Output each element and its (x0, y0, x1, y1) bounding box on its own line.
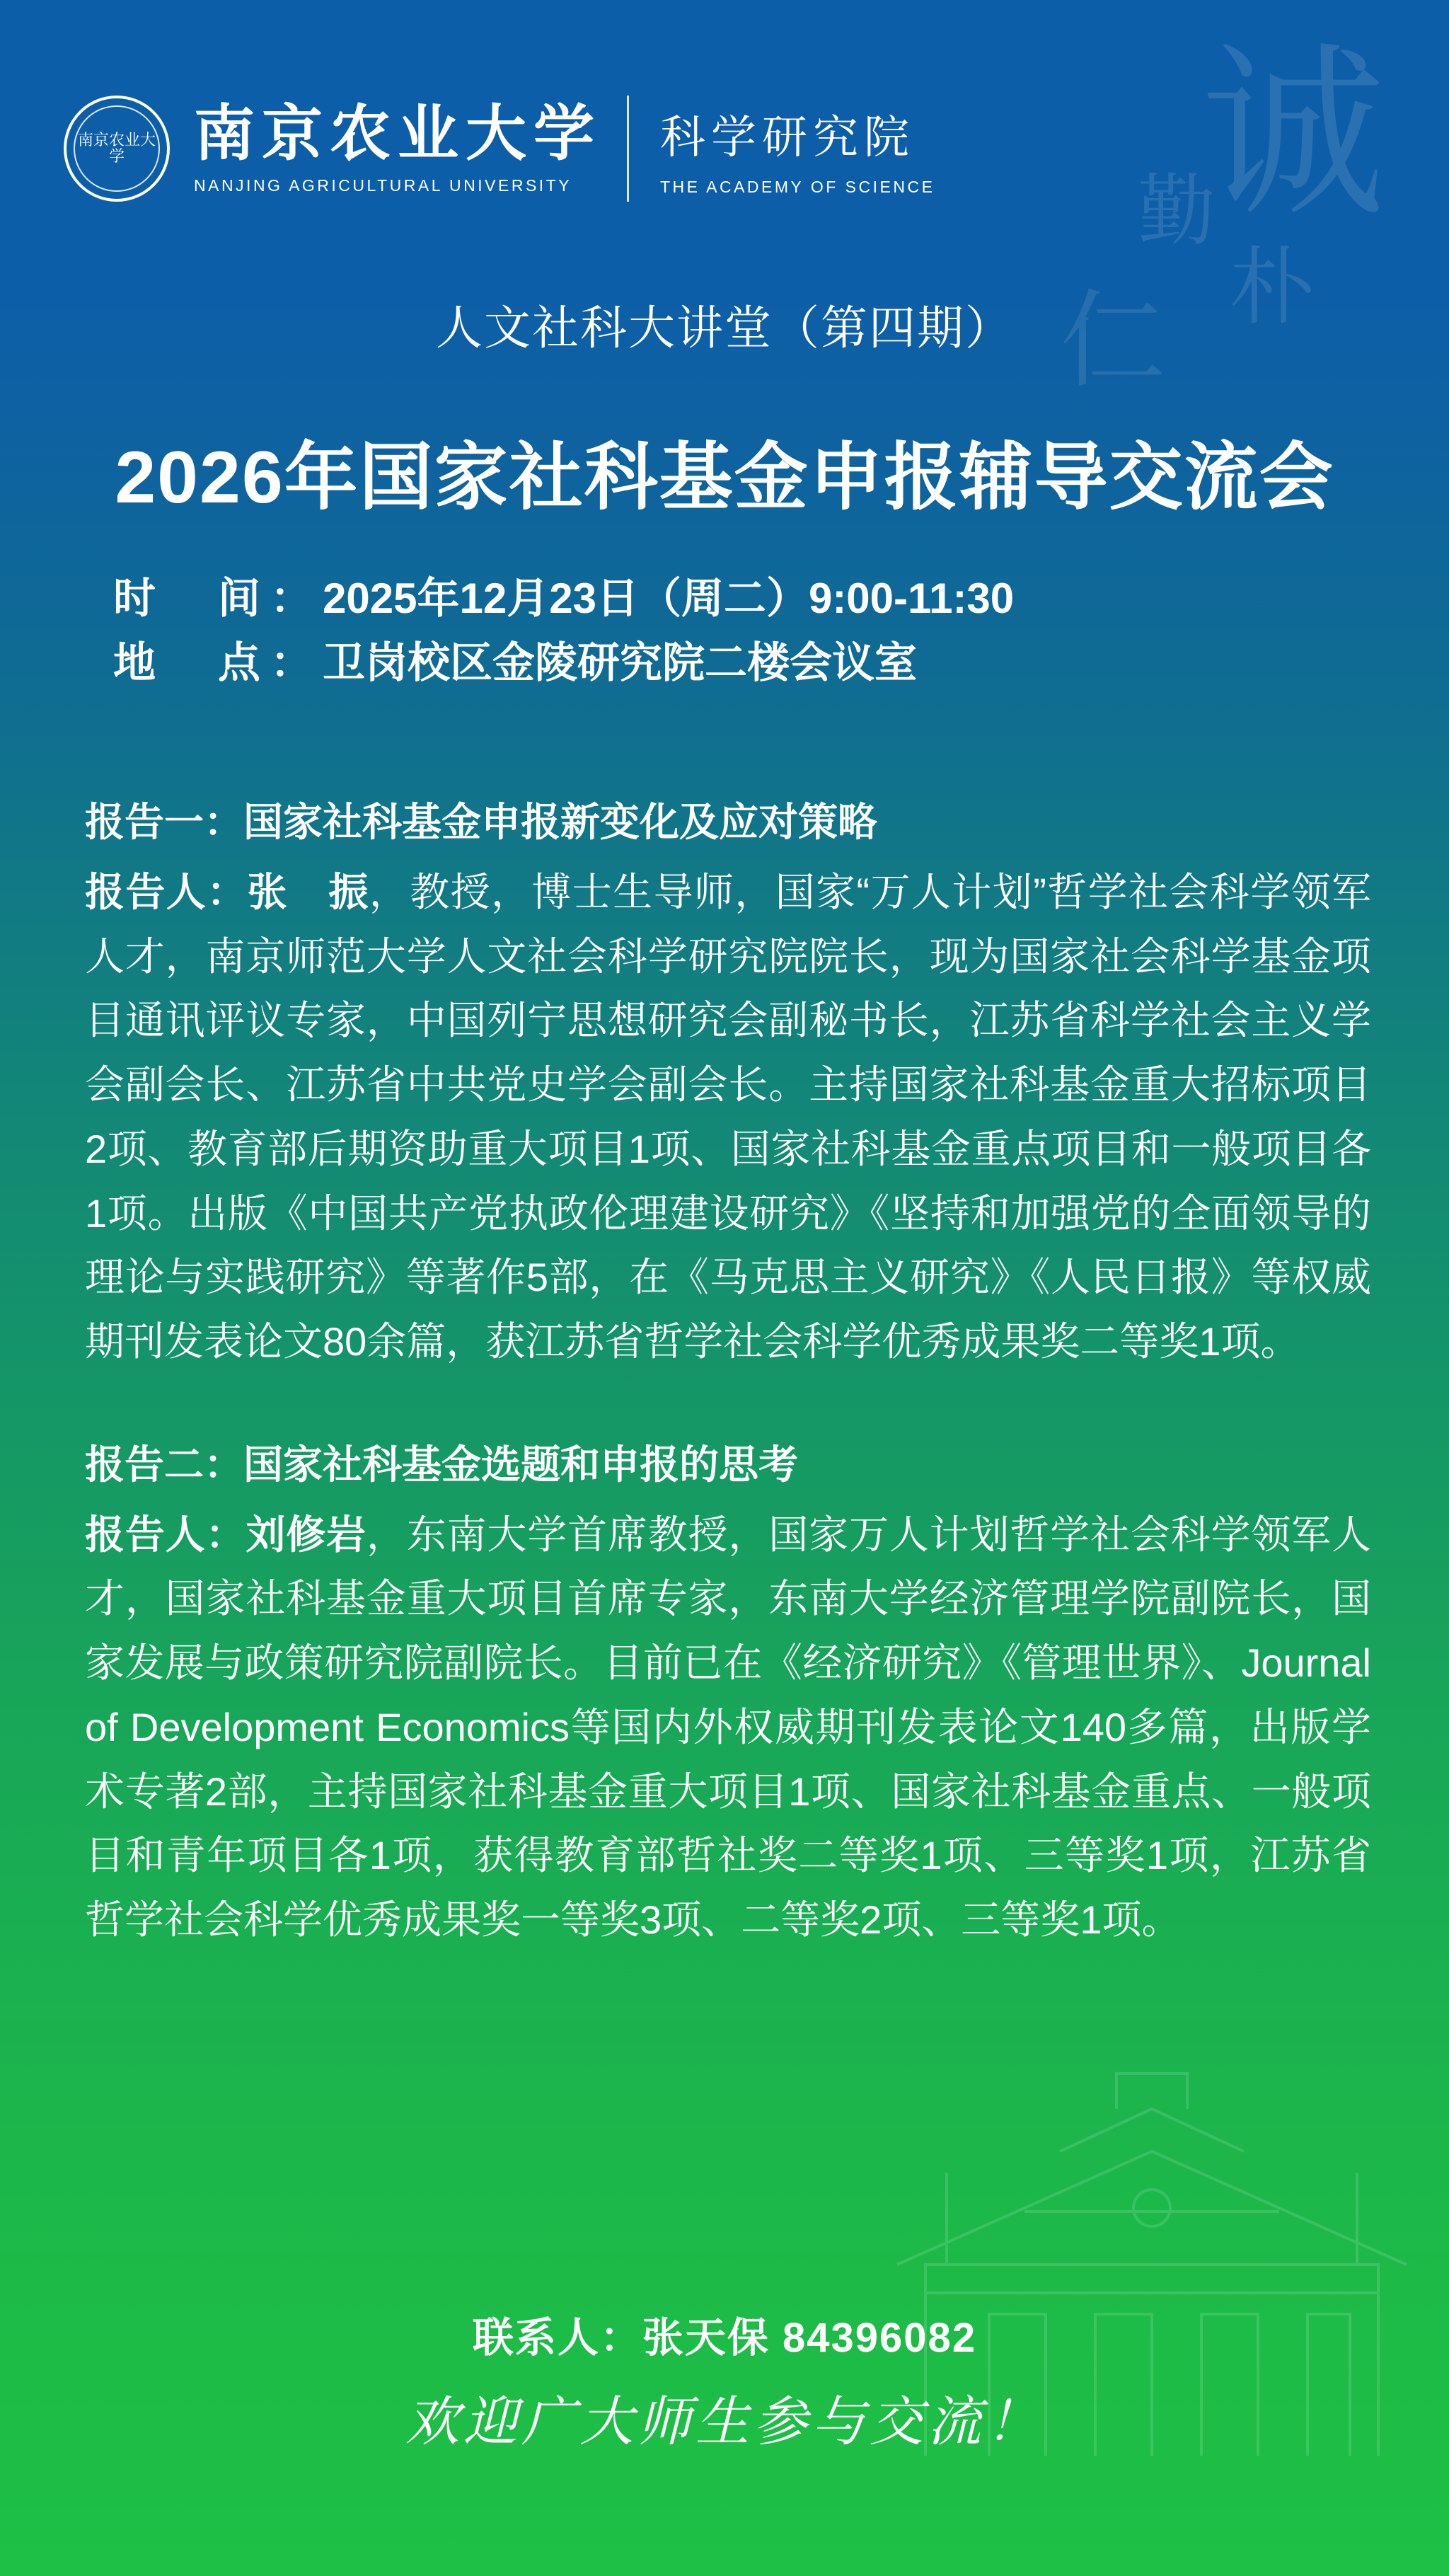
talk-speaker-bio (85, 861, 1371, 1374)
event-time-row (113, 566, 1364, 631)
talk-speaker-name: 刘修岩 (246, 1512, 366, 1557)
contact-line: 联系人：张天保 84396082 (472, 2315, 977, 2361)
seal-inner-text: 南京农业大学 (74, 105, 160, 192)
event-meta (113, 566, 1364, 695)
talk-speaker-label: 报告人： (85, 870, 248, 914)
talk-title: 报告一：国家社科基金申报新变化及应对策略 (85, 800, 877, 844)
talk-speaker-name: 张 振 (247, 870, 369, 914)
calligraphy-char-ren: 仁 (1059, 280, 1166, 403)
event-place-label: 地 点： (113, 639, 323, 687)
calligraphy-char-qin: 勤 (1138, 166, 1216, 256)
talk-item (85, 793, 1371, 1374)
talk-title: 报告二：国家社科基金选题和申报的思考 (85, 1442, 798, 1487)
university-name-en: NANJING AGRICULTURAL UNIVERSITY (194, 176, 572, 195)
calligraphy-char-cheng: 诚 (1201, 28, 1385, 241)
department-name-cn: 科学研究院 (660, 111, 915, 164)
event-time-label: 时 间： (113, 575, 323, 622)
university-name-cn: 南京农业大学 (194, 98, 601, 170)
talk-bio-text: ，教授，博士生导师，国家“万人计划”哲学社会科学领军人才，南京师范大学人文社会科学研究院院长，现为国家社会科学基金项目通讯评议专家，中国列宁思想研究会副秘书长，江苏省科学社会主义学会副会长、江苏省中共党史学会副会长。主持国家社科基金重大招标项目2项、教育部后期资助重大项目1项、国家社科基金重点项目和一般项目各1项。出版《中国共产党执政伦理建设研究》《坚持和加强党的全面领导的理论与实践研究》等著作5部，在《马克思主义研究》《人民日报》等权威期刊发表论文80余篇，获江苏省哲学社会科学优秀成果奖二等奖1项。 (85, 870, 1372, 1364)
university-name-block (194, 98, 627, 195)
talk-speaker-bio (85, 1503, 1371, 1953)
university-seal-icon (64, 96, 170, 202)
department-name-en: THE ACADEMY OF SCIENCE (660, 177, 935, 196)
calligraphy-char-pu: 朴 (1230, 238, 1315, 337)
welcome-line: 欢迎广大师生参与交流！ (405, 2390, 1044, 2453)
event-place-row (113, 631, 1364, 695)
talks-section (85, 793, 1371, 2013)
department-block (660, 101, 935, 197)
talk-item (85, 1435, 1371, 1953)
page-title: 2026年国家社科基金申报辅导交流会 (115, 437, 1334, 519)
talk-speaker-label: 报告人： (85, 1512, 246, 1557)
header-logo-band (64, 85, 935, 212)
talk-bio-text: ，东南大学首席教授，国家万人计划哲学社会科学领军人才，国家社科基金重大项目首席专家，东南大学经济管理学院副院长，国家发展与政策研究院副院长。目前已在《经济研究》《管理世界》、Journal of Development Economics等国内外权威期刊发表论文140多篇，出版学术专著2部，主持国家社科基金重大项目1项、国家社科基金重点、一般项目和青年项目各1项，获得教育部哲社奖二等奖1项、三等奖1项，江苏省哲学社会科学优秀成果奖一等奖3项、二等奖2项、三等奖1项。 (85, 1512, 1372, 1943)
header-divider (627, 96, 629, 202)
event-time-value: 2025年12月23日（周二）9:00-11:30 (323, 575, 1015, 622)
event-place-value: 卫岗校区金陵研究院二楼会议室 (323, 639, 917, 687)
series-label: 人文社科大讲堂（第四期） (436, 301, 1013, 355)
